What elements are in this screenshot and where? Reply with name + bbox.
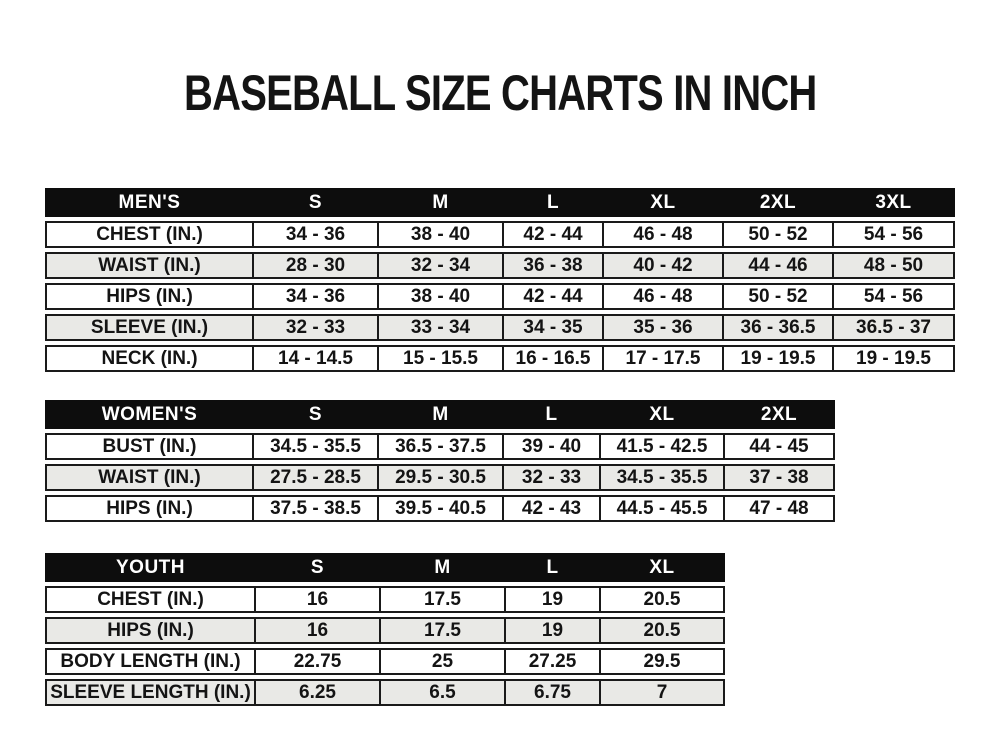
size-value-cell: 39.5 - 40.5 — [378, 495, 503, 522]
table-row — [45, 252, 955, 279]
size-value-cell: 37 - 38 — [724, 464, 835, 491]
size-value-cell: 6.75 — [505, 679, 600, 706]
size-value-cell: 36.5 - 37 — [833, 314, 955, 341]
mens-size-table — [45, 184, 955, 376]
youth-size-table — [45, 549, 725, 710]
table-row — [45, 221, 955, 248]
size-header-cell: L — [503, 400, 600, 429]
size-value-cell: 36 - 36.5 — [723, 314, 833, 341]
womens-size-table-section — [45, 396, 835, 526]
table-row — [45, 283, 955, 310]
size-value-cell: 25 — [380, 648, 505, 675]
measurement-label-cell: SLEEVE (IN.) — [45, 314, 253, 341]
size-value-cell: 7 — [600, 679, 725, 706]
size-value-cell: 20.5 — [600, 617, 725, 644]
table-row — [45, 648, 725, 675]
table-row — [45, 464, 835, 491]
table-row — [45, 433, 835, 460]
youth-header-row — [45, 553, 725, 582]
size-header-cell: M — [378, 400, 503, 429]
mens-header-row — [45, 188, 955, 217]
size-value-cell: 17.5 — [380, 586, 505, 613]
table-row — [45, 314, 955, 341]
size-header-cell: 3XL — [833, 188, 955, 217]
size-value-cell: 6.5 — [380, 679, 505, 706]
size-value-cell: 6.25 — [255, 679, 380, 706]
size-value-cell: 34 - 36 — [253, 221, 378, 248]
size-value-cell: 29.5 - 30.5 — [378, 464, 503, 491]
size-value-cell: 34.5 - 35.5 — [253, 433, 378, 460]
size-header-cell: XL — [603, 188, 723, 217]
size-value-cell: 15 - 15.5 — [378, 345, 503, 372]
measurement-label-cell: NECK (IN.) — [45, 345, 253, 372]
measurement-label-cell: SLEEVE LENGTH (IN.) — [45, 679, 255, 706]
size-value-cell: 34 - 35 — [503, 314, 603, 341]
size-value-cell: 50 - 52 — [723, 283, 833, 310]
youth-size-table-section — [45, 549, 725, 710]
group-header-cell: MEN'S — [45, 188, 253, 217]
size-value-cell: 42 - 44 — [503, 221, 603, 248]
size-value-cell: 34 - 36 — [253, 283, 378, 310]
size-value-cell: 44 - 45 — [724, 433, 835, 460]
size-header-cell: S — [255, 553, 380, 582]
size-value-cell: 38 - 40 — [378, 221, 503, 248]
size-value-cell: 16 - 16.5 — [503, 345, 603, 372]
table-row — [45, 586, 725, 613]
size-value-cell: 34.5 - 35.5 — [600, 464, 724, 491]
size-value-cell: 17.5 — [380, 617, 505, 644]
group-header-cell: WOMEN'S — [45, 400, 253, 429]
mens-size-table-section — [45, 184, 955, 376]
size-header-cell: L — [505, 553, 600, 582]
size-value-cell: 44 - 46 — [723, 252, 833, 279]
size-value-cell: 54 - 56 — [833, 221, 955, 248]
measurement-label-cell: WAIST (IN.) — [45, 464, 253, 491]
size-value-cell: 29.5 — [600, 648, 725, 675]
size-value-cell: 38 - 40 — [378, 283, 503, 310]
size-value-cell: 41.5 - 42.5 — [600, 433, 724, 460]
size-value-cell: 14 - 14.5 — [253, 345, 378, 372]
measurement-label-cell: WAIST (IN.) — [45, 252, 253, 279]
measurement-label-cell: BODY LENGTH (IN.) — [45, 648, 255, 675]
size-value-cell: 22.75 — [255, 648, 380, 675]
group-header-cell: YOUTH — [45, 553, 255, 582]
size-header-cell: XL — [600, 400, 724, 429]
size-value-cell: 50 - 52 — [723, 221, 833, 248]
measurement-label-cell: HIPS (IN.) — [45, 495, 253, 522]
size-value-cell: 48 - 50 — [833, 252, 955, 279]
size-header-cell: 2XL — [724, 400, 835, 429]
size-value-cell: 33 - 34 — [378, 314, 503, 341]
size-value-cell: 28 - 30 — [253, 252, 378, 279]
measurement-label-cell: HIPS (IN.) — [45, 617, 255, 644]
size-value-cell: 47 - 48 — [724, 495, 835, 522]
size-header-cell: 2XL — [723, 188, 833, 217]
size-value-cell: 36.5 - 37.5 — [378, 433, 503, 460]
size-header-cell: M — [380, 553, 505, 582]
size-value-cell: 37.5 - 38.5 — [253, 495, 378, 522]
size-value-cell: 32 - 33 — [503, 464, 600, 491]
womens-size-table — [45, 396, 835, 526]
size-header-cell: M — [378, 188, 503, 217]
size-value-cell: 39 - 40 — [503, 433, 600, 460]
size-value-cell: 42 - 44 — [503, 283, 603, 310]
size-value-cell: 19 — [505, 586, 600, 613]
size-header-cell: XL — [600, 553, 725, 582]
size-value-cell: 27.5 - 28.5 — [253, 464, 378, 491]
measurement-label-cell: BUST (IN.) — [45, 433, 253, 460]
measurement-label-cell: CHEST (IN.) — [45, 586, 255, 613]
table-row — [45, 345, 955, 372]
measurement-label-cell: CHEST (IN.) — [45, 221, 253, 248]
table-row — [45, 495, 835, 522]
measurement-label-cell: HIPS (IN.) — [45, 283, 253, 310]
page-title: BASEBALL SIZE CHARTS IN INCH — [183, 65, 817, 121]
size-value-cell: 32 - 33 — [253, 314, 378, 341]
size-value-cell: 17 - 17.5 — [603, 345, 723, 372]
size-header-cell: L — [503, 188, 603, 217]
size-value-cell: 54 - 56 — [833, 283, 955, 310]
size-value-cell: 16 — [255, 586, 380, 613]
size-value-cell: 16 — [255, 617, 380, 644]
size-value-cell: 20.5 — [600, 586, 725, 613]
size-value-cell: 32 - 34 — [378, 252, 503, 279]
size-value-cell: 19 — [505, 617, 600, 644]
womens-header-row — [45, 400, 835, 429]
size-value-cell: 44.5 - 45.5 — [600, 495, 724, 522]
size-value-cell: 42 - 43 — [503, 495, 600, 522]
size-value-cell: 19 - 19.5 — [723, 345, 833, 372]
size-value-cell: 19 - 19.5 — [833, 345, 955, 372]
size-value-cell: 40 - 42 — [603, 252, 723, 279]
table-row — [45, 617, 725, 644]
size-value-cell: 46 - 48 — [603, 221, 723, 248]
size-value-cell: 35 - 36 — [603, 314, 723, 341]
size-value-cell: 36 - 38 — [503, 252, 603, 279]
table-row — [45, 679, 725, 706]
size-value-cell: 27.25 — [505, 648, 600, 675]
size-header-cell: S — [253, 400, 378, 429]
size-header-cell: S — [253, 188, 378, 217]
size-value-cell: 46 - 48 — [603, 283, 723, 310]
